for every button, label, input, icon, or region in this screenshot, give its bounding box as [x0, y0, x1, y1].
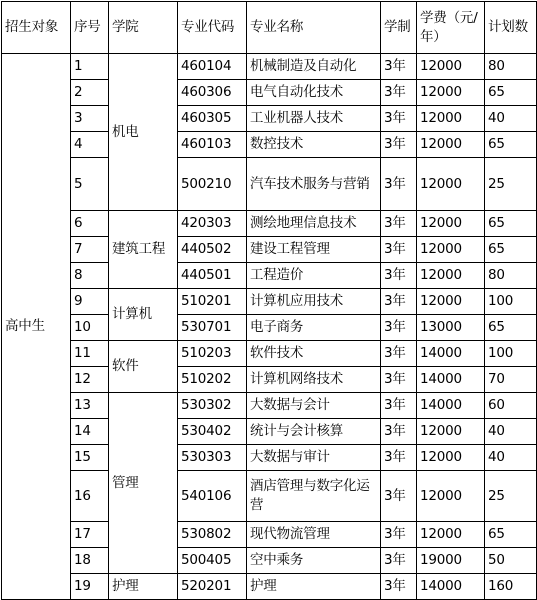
fee-cell: 12000	[417, 445, 485, 471]
code-cell: 440501	[178, 263, 247, 289]
major-cell: 工程造价	[247, 263, 381, 289]
college-cell-jianzhu: 建筑工程	[109, 211, 178, 289]
table-row	[2, 158, 537, 211]
major-cell: 空中乘务	[247, 548, 381, 574]
fee-cell: 12000	[417, 419, 485, 445]
fee-cell: 12000	[417, 80, 485, 106]
major-cell: 计算机应用技术	[247, 289, 381, 315]
quota-cell: 80	[485, 54, 537, 80]
years-cell: 3年	[381, 132, 417, 158]
seq-cell: 19	[71, 574, 109, 600]
major-cell: 工业机器人技术	[247, 106, 381, 132]
table-row	[2, 54, 537, 80]
major-cell: 电气自动化技术	[247, 80, 381, 106]
major-cell: 现代物流管理	[247, 522, 381, 548]
years-cell: 3年	[381, 548, 417, 574]
years-cell: 3年	[381, 315, 417, 341]
code-cell: 530802	[178, 522, 247, 548]
fee-cell: 12000	[417, 522, 485, 548]
years-cell: 3年	[381, 522, 417, 548]
college-cell-guanli: 管理	[109, 393, 178, 574]
fee-cell: 13000	[417, 315, 485, 341]
code-cell: 520201	[178, 574, 247, 600]
header-quota: 计划数	[485, 2, 537, 54]
years-cell: 3年	[381, 263, 417, 289]
college-cell-huli: 护理	[109, 574, 178, 600]
seq-cell: 17	[71, 522, 109, 548]
quota-cell: 60	[485, 393, 537, 419]
fee-cell: 12000	[417, 211, 485, 237]
years-cell: 3年	[381, 574, 417, 600]
major-cell: 软件技术	[247, 341, 381, 367]
major-cell: 大数据与审计	[247, 445, 381, 471]
code-cell: 420303	[178, 211, 247, 237]
code-cell: 510202	[178, 367, 247, 393]
seq-cell: 3	[71, 106, 109, 132]
major-cell: 测绘地理信息技术	[247, 211, 381, 237]
seq-cell: 9	[71, 289, 109, 315]
major-cell: 电子商务	[247, 315, 381, 341]
quota-cell: 65	[485, 237, 537, 263]
quota-cell: 65	[485, 315, 537, 341]
major-cell: 统计与会计核算	[247, 419, 381, 445]
fee-cell: 19000	[417, 548, 485, 574]
quota-cell: 65	[485, 522, 537, 548]
code-cell: 440502	[178, 237, 247, 263]
major-cell: 数控技术	[247, 132, 381, 158]
seq-cell: 6	[71, 211, 109, 237]
seq-cell: 18	[71, 548, 109, 574]
seq-cell: 13	[71, 393, 109, 419]
seq-cell: 14	[71, 419, 109, 445]
table-row	[2, 289, 537, 315]
college-cell-jidian: 机电	[109, 54, 178, 211]
table-row	[2, 522, 537, 548]
seq-cell: 7	[71, 237, 109, 263]
major-cell: 汽车技术服务与营销	[247, 158, 381, 211]
code-cell: 500210	[178, 158, 247, 211]
years-cell: 3年	[381, 289, 417, 315]
seq-cell: 8	[71, 263, 109, 289]
table-row	[2, 548, 537, 574]
seq-cell: 2	[71, 80, 109, 106]
fee-cell: 12000	[417, 158, 485, 211]
header-college: 学院	[109, 2, 178, 54]
years-cell: 3年	[381, 80, 417, 106]
seq-cell: 12	[71, 367, 109, 393]
years-cell: 3年	[381, 471, 417, 522]
code-cell: 460306	[178, 80, 247, 106]
fee-cell: 12000	[417, 132, 485, 158]
fee-cell: 12000	[417, 106, 485, 132]
fee-cell: 12000	[417, 471, 485, 522]
enrollment-plan-table	[1, 1, 537, 600]
table-row	[2, 341, 537, 367]
table-row	[2, 237, 537, 263]
fee-cell: 14000	[417, 367, 485, 393]
table-row	[2, 80, 537, 106]
major-cell: 大数据与会计	[247, 393, 381, 419]
fee-cell: 14000	[417, 341, 485, 367]
quota-cell: 100	[485, 341, 537, 367]
quota-cell: 100	[485, 289, 537, 315]
table-row	[2, 132, 537, 158]
fee-cell: 14000	[417, 393, 485, 419]
quota-cell: 70	[485, 367, 537, 393]
code-cell: 510201	[178, 289, 247, 315]
code-cell: 540106	[178, 471, 247, 522]
quota-cell: 40	[485, 445, 537, 471]
years-cell: 3年	[381, 211, 417, 237]
table-row	[2, 445, 537, 471]
code-cell: 530402	[178, 419, 247, 445]
seq-cell: 5	[71, 158, 109, 211]
table-row	[2, 315, 537, 341]
quota-cell: 40	[485, 106, 537, 132]
table-row	[2, 367, 537, 393]
code-cell: 460103	[178, 132, 247, 158]
code-cell: 510203	[178, 341, 247, 367]
header-fee: 学费（元/年）	[417, 2, 485, 54]
years-cell: 3年	[381, 54, 417, 80]
header-seq: 序号	[71, 2, 109, 54]
quota-cell: 80	[485, 263, 537, 289]
header-audience: 招生对象	[2, 2, 71, 54]
years-cell: 3年	[381, 106, 417, 132]
seq-cell: 4	[71, 132, 109, 158]
major-cell: 建设工程管理	[247, 237, 381, 263]
table-header-row	[2, 2, 537, 54]
quota-cell: 25	[485, 471, 537, 522]
quota-cell: 50	[485, 548, 537, 574]
quota-cell: 25	[485, 158, 537, 211]
years-cell: 3年	[381, 341, 417, 367]
fee-cell: 12000	[417, 54, 485, 80]
fee-cell: 12000	[417, 263, 485, 289]
code-cell: 530302	[178, 393, 247, 419]
table-row	[2, 106, 537, 132]
major-cell: 机械制造及自动化	[247, 54, 381, 80]
college-cell-jisuanji: 计算机	[109, 289, 178, 341]
table-row	[2, 574, 537, 600]
table-row	[2, 263, 537, 289]
table-row	[2, 393, 537, 419]
table-row	[2, 471, 537, 522]
major-cell: 酒店管理与数字化运营	[247, 471, 381, 522]
header-code: 专业代码	[178, 2, 247, 54]
seq-cell: 1	[71, 54, 109, 80]
quota-cell: 65	[485, 80, 537, 106]
header-major: 专业名称	[247, 2, 381, 54]
college-cell-ruanjian: 软件	[109, 341, 178, 393]
code-cell: 460104	[178, 54, 247, 80]
seq-cell: 16	[71, 471, 109, 522]
code-cell: 530701	[178, 315, 247, 341]
years-cell: 3年	[381, 237, 417, 263]
quota-cell: 65	[485, 132, 537, 158]
years-cell: 3年	[381, 393, 417, 419]
code-cell: 530303	[178, 445, 247, 471]
table-row	[2, 419, 537, 445]
years-cell: 3年	[381, 419, 417, 445]
quota-cell: 40	[485, 419, 537, 445]
fee-cell: 12000	[417, 237, 485, 263]
header-years: 学制	[381, 2, 417, 54]
seq-cell: 10	[71, 315, 109, 341]
code-cell: 460305	[178, 106, 247, 132]
major-cell: 护理	[247, 574, 381, 600]
fee-cell: 14000	[417, 574, 485, 600]
quota-cell: 160	[485, 574, 537, 600]
major-cell: 计算机网络技术	[247, 367, 381, 393]
seq-cell: 11	[71, 341, 109, 367]
quota-cell: 65	[485, 211, 537, 237]
audience-cell: 高中生	[2, 54, 71, 600]
years-cell: 3年	[381, 158, 417, 211]
code-cell: 500405	[178, 548, 247, 574]
fee-cell: 12000	[417, 289, 485, 315]
seq-cell: 15	[71, 445, 109, 471]
years-cell: 3年	[381, 445, 417, 471]
years-cell: 3年	[381, 367, 417, 393]
table-row	[2, 211, 537, 237]
